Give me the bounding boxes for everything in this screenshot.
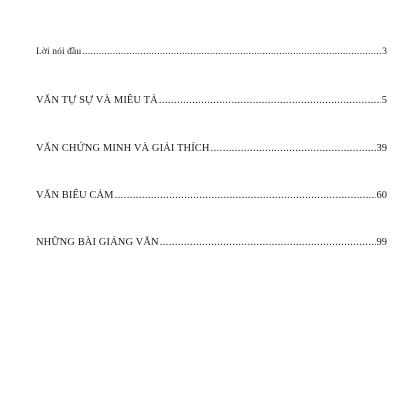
toc-entry-page-number: 3 bbox=[382, 47, 387, 57]
dot-leader bbox=[159, 95, 381, 107]
dot-leader bbox=[160, 237, 376, 249]
toc-entry-title: Lời nói đầu bbox=[36, 47, 82, 57]
toc-entry-title: VĂN TỰ SỰ VÀ MIÊU TẢ bbox=[36, 95, 158, 106]
toc-entry-title: VĂN BIỂU CẢM bbox=[36, 190, 114, 201]
toc-entry-page-number: 5 bbox=[381, 95, 387, 106]
toc-entry-page-number: 99 bbox=[376, 237, 387, 248]
toc-entry-page-number: 60 bbox=[376, 190, 387, 201]
dot-leader bbox=[211, 143, 376, 155]
toc-entry-title: NHỮNG BÀI GIẢNG VĂN bbox=[36, 237, 159, 248]
toc-entry-title: VĂN CHỨNG MINH VÀ GIẢI THÍCH bbox=[36, 143, 210, 154]
toc-entry-page-number: 39 bbox=[376, 143, 387, 154]
dot-leader bbox=[115, 190, 376, 202]
toc-entry-van-tu-su[interactable] bbox=[36, 95, 387, 107]
toc-entry-loi-noi-dau[interactable] bbox=[36, 46, 387, 58]
toc-entry-nhung-bai-giang-van[interactable] bbox=[36, 237, 387, 249]
dot-leader bbox=[82, 46, 381, 58]
toc-entry-van-bieu-cam[interactable] bbox=[36, 190, 387, 202]
toc-entry-van-chung-minh[interactable] bbox=[36, 143, 387, 155]
